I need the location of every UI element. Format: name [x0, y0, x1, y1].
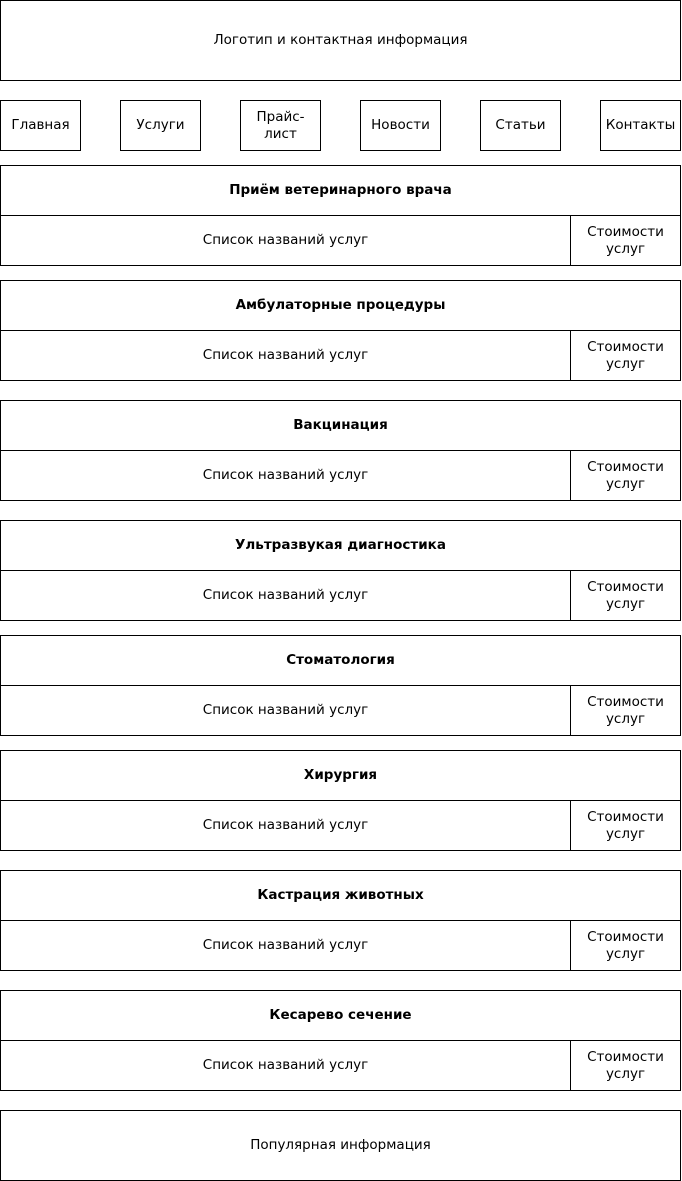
nav-item-label: Прайс-лист: [256, 108, 305, 142]
service-names-list: Список названий услуг: [0, 450, 571, 501]
section-title: Кастрация животных: [0, 870, 681, 921]
service-names-list: Список названий услуг: [0, 800, 571, 851]
nav-item-home[interactable]: [0, 100, 81, 151]
nav-item-label: Контакты: [605, 117, 676, 133]
section-title: Стоматология: [0, 635, 681, 686]
service-section-caesarean: [0, 990, 681, 1091]
header-text: Логотип и контактная информация: [213, 32, 468, 48]
service-section-outpatient: [0, 280, 681, 381]
nav-item-label: Статьи: [495, 117, 546, 133]
nav-item-label: Услуги: [136, 117, 185, 133]
nav-item-label: Новости: [371, 117, 430, 133]
nav-item-label: Главная: [11, 117, 70, 133]
service-section-vaccination: [0, 400, 681, 501]
section-title: Приём ветеринарного врача: [0, 165, 681, 216]
service-prices: Стоимости услуг: [570, 1040, 681, 1091]
service-section-ultrasound: [0, 520, 681, 621]
service-names-list: Список названий услуг: [0, 920, 571, 971]
service-prices: Стоимости услуг: [570, 800, 681, 851]
service-prices: Стоимости услуг: [570, 570, 681, 621]
section-title: Хирургия: [0, 750, 681, 801]
service-section-castration: [0, 870, 681, 971]
nav-item-services[interactable]: [120, 100, 201, 151]
footer-popular-info: [0, 1110, 681, 1181]
section-title: Кесарево сечение: [0, 990, 681, 1041]
service-prices: Стоимости услуг: [570, 215, 681, 266]
service-prices: Стоимости услуг: [570, 920, 681, 971]
service-names-list: Список названий услуг: [0, 1040, 571, 1091]
service-prices: Стоимости услуг: [570, 685, 681, 736]
service-names-list: Список названий услуг: [0, 330, 571, 381]
service-section-dentistry: [0, 635, 681, 736]
service-names-list: Список названий услуг: [0, 570, 571, 621]
nav-item-news[interactable]: [360, 100, 441, 151]
service-names-list: Список названий услуг: [0, 685, 571, 736]
nav-item-price-list[interactable]: [240, 100, 321, 151]
nav-item-contacts[interactable]: [600, 100, 681, 151]
header-logo-contacts: [0, 0, 681, 81]
service-section-vet-appointment: [0, 165, 681, 266]
section-title: Ультразвукая диагностика: [0, 520, 681, 571]
service-prices: Стоимости услуг: [570, 450, 681, 501]
nav-item-articles[interactable]: [480, 100, 561, 151]
section-title: Вакцинация: [0, 400, 681, 451]
service-names-list: Список названий услуг: [0, 215, 571, 266]
section-title: Амбулаторные процедуры: [0, 280, 681, 331]
service-section-surgery: [0, 750, 681, 851]
footer-text: Популярная информация: [250, 1137, 431, 1153]
service-prices: Стоимости услуг: [570, 330, 681, 381]
